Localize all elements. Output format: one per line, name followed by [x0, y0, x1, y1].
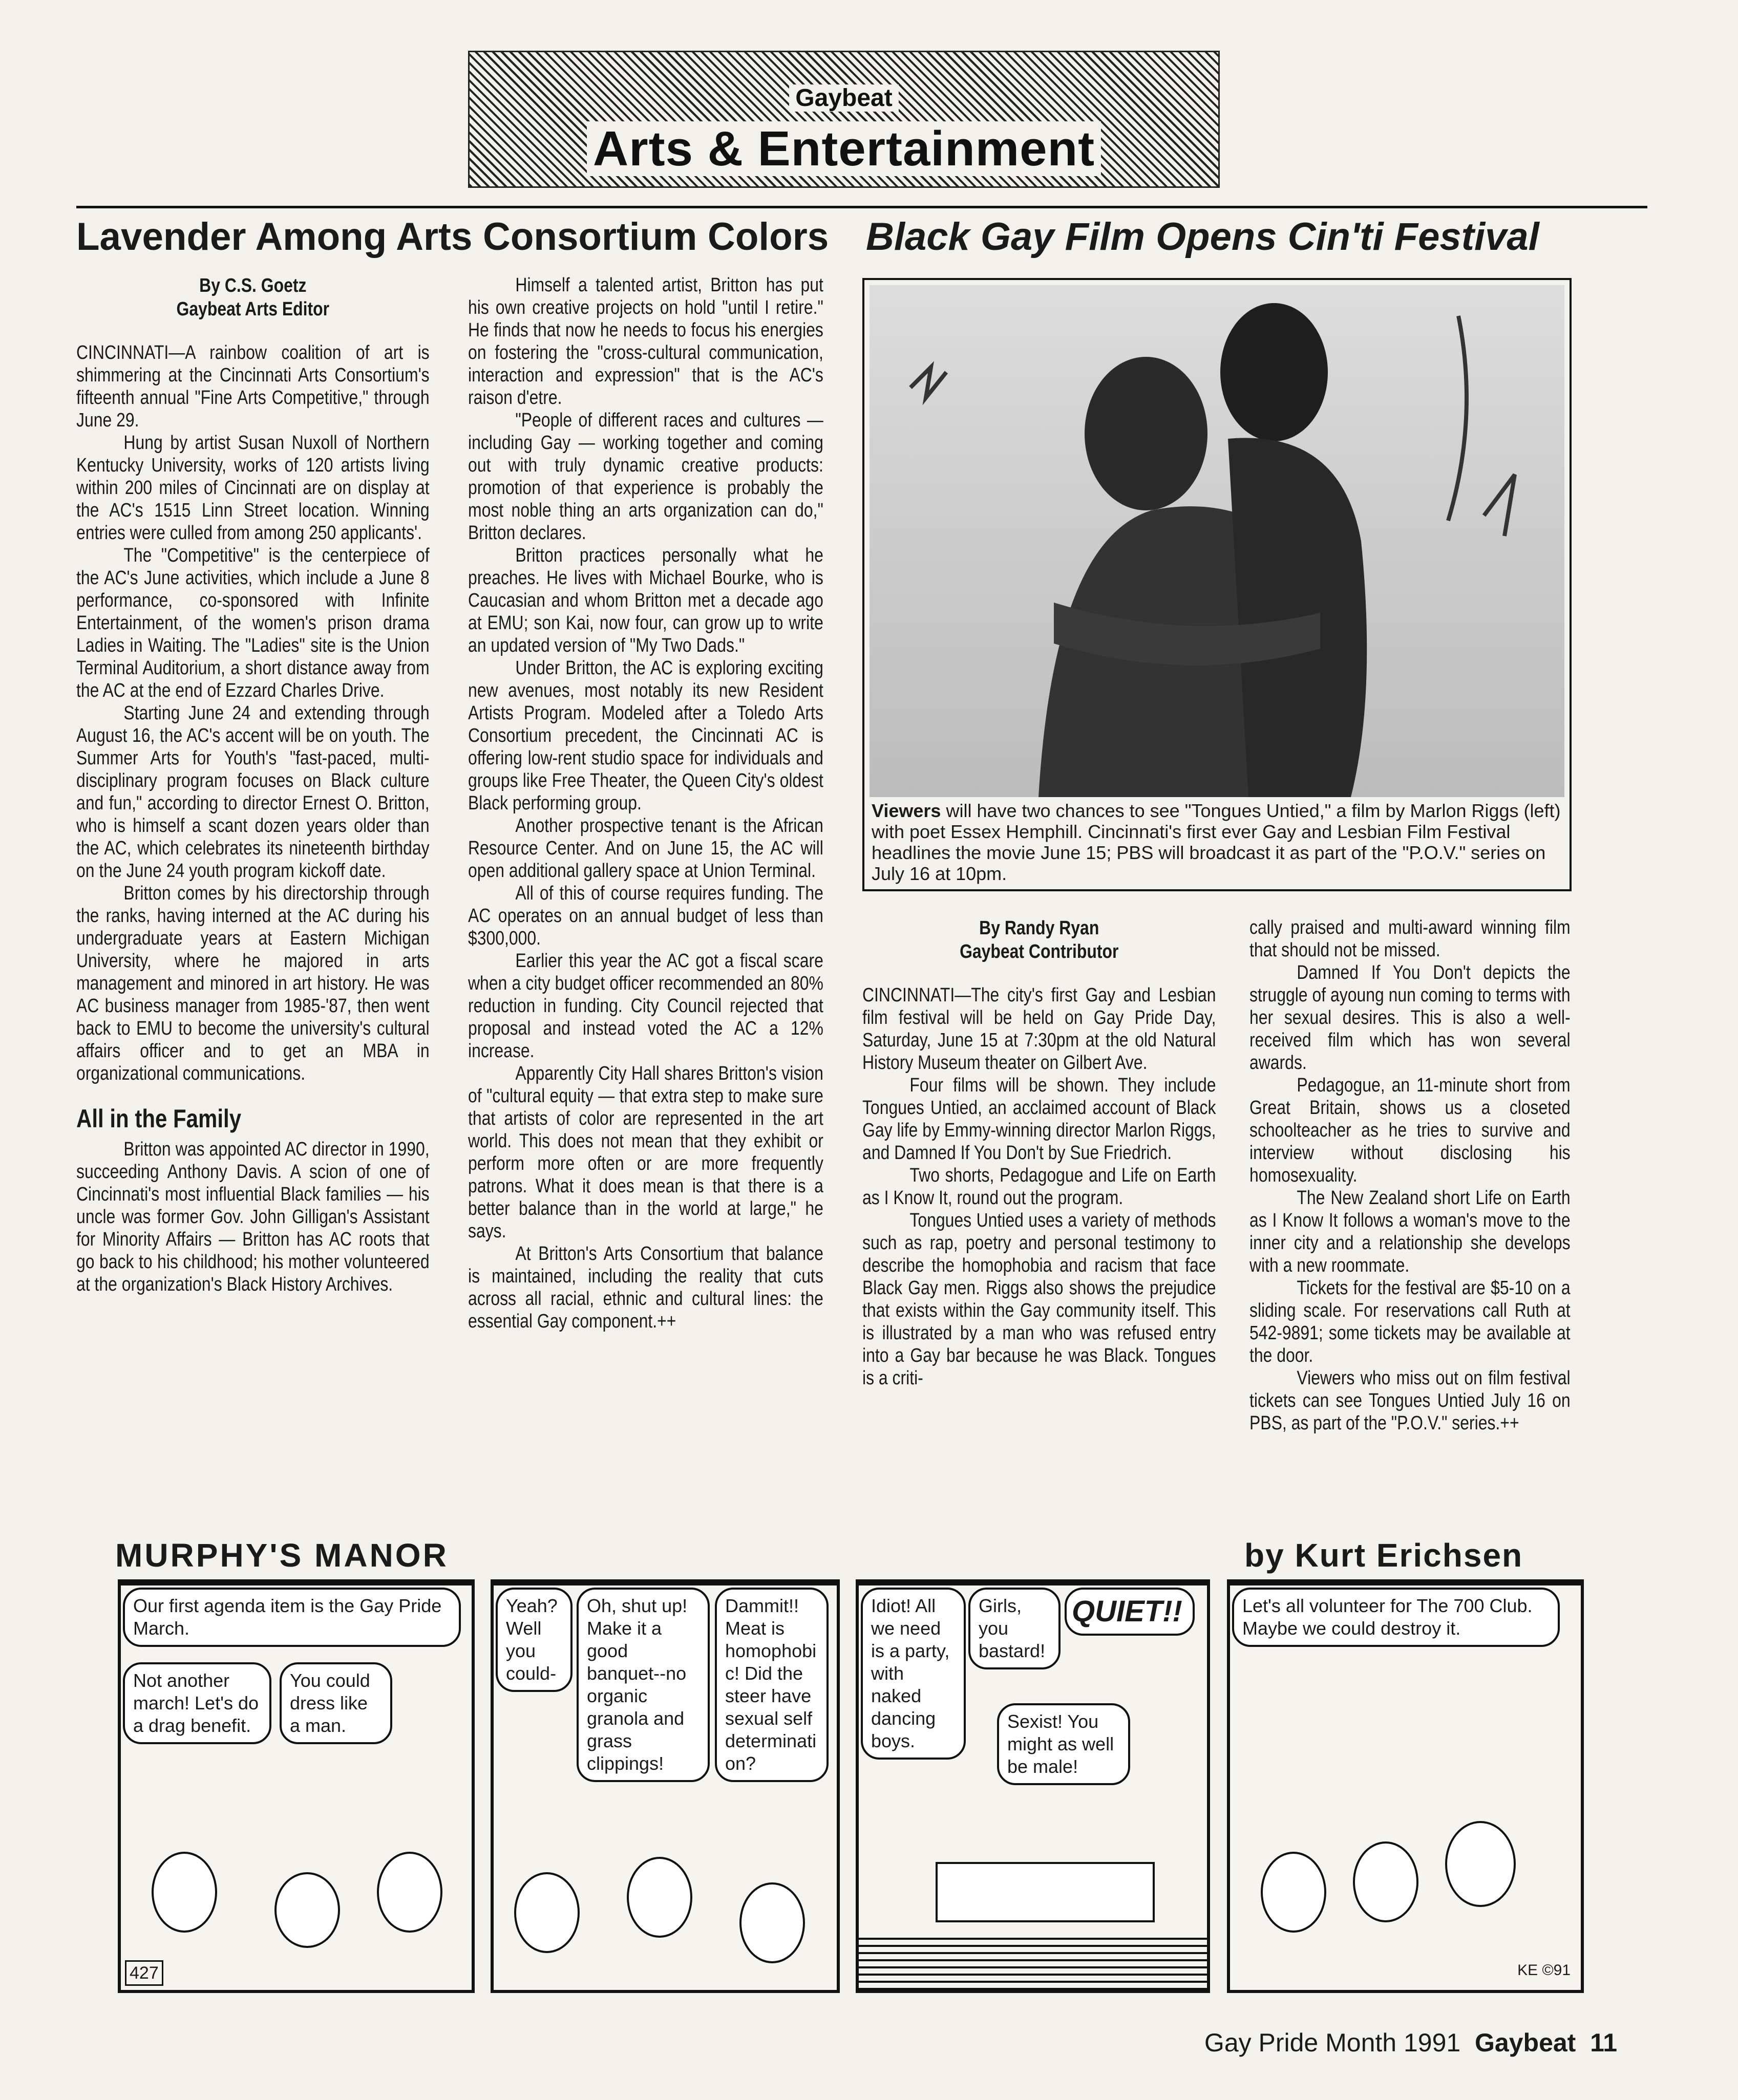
character-head: [377, 1852, 442, 1933]
left-article-col1: [76, 274, 430, 1296]
byline: [76, 274, 430, 321]
character-head: [739, 1882, 805, 1963]
speech-bubble: Idiot! All we need is a party, with naked dancing boys.: [861, 1588, 966, 1760]
paragraph: Viewers who miss out on film festival tickets can see Tongues Untied July 16 on PBS, as part of the "P.O.V." series.++: [1249, 1367, 1571, 1434]
right-headline: Black Gay Film Opens Cin'ti Festival: [866, 215, 1539, 259]
floor-hatching: [859, 1934, 1207, 1990]
subhead: All in the Family: [76, 1104, 242, 1133]
character-head: [274, 1872, 340, 1948]
paragraph: Starting June 24 and extending through August 16, the AC's accent will be on youth. The Summer Arts for Youth's "fast-paced, multi-disciplinary program focuses on Black culture and fun," according to director Ernest O. Britton, who is himself a scant dozen years older than the AC, which celebrates its nineteenth birthday on the June 24 youth program kickoff date.: [76, 702, 430, 882]
speech-bubble: Girls, you bastard!: [968, 1588, 1061, 1669]
speech-bubble: Oh, shut up! Make it a good banquet--no organic granola and grass clippings!: [577, 1588, 710, 1782]
speech-bubble: Sexist! You might as well be male!: [997, 1703, 1130, 1785]
byline-title: Gaybeat Arts Editor: [176, 298, 330, 320]
speech-bubble: Yeah? Well you could-: [496, 1588, 573, 1692]
paragraph: Apparently City Hall shares Britton's vision of "cultural equity — that extra step to make sure that artists of color are represented in the art world. This does not mean that they exhibit or perform more often or are more frequently patrons. What it does mean is that there is a better balance than in the world at large," he says.: [468, 1063, 823, 1242]
character-head: [514, 1872, 580, 1953]
comic-panel-4: [1227, 1579, 1584, 1993]
paragraph: The New Zealand short Life on Earth as I Know It follows a woman's move to the inner city and a relationship she develops with a new roommate.: [1249, 1187, 1571, 1276]
right-article-col4: [1249, 916, 1571, 1434]
paragraph: Britton practices personally what he preaches. He lives with Michael Bourke, who is Caucasian and whom Britton met a decade ago at EMU; son Kai, now four, can grow up to write an updated version of "My Two Dads.": [468, 545, 823, 656]
paragraph: Under Britton, the AC is exploring exciting new avenues, most notably its new Resident Artists Program. Modeled after a Toledo Arts Consortium precedent, the Cincinnati AC is offering low-rent studio space for individuals and groups like Free Theater, the Queen City's oldest Black performing group.: [468, 657, 823, 814]
speech-bubble: Our first agenda item is the Gay Pride March.: [123, 1588, 461, 1647]
paragraph: Four films will be shown. They include Tongues Untied, an acclaimed account of Black Gay life by Emmy-winning director Marlon Riggs, and Damned If You Don't by Sue Friedrich.: [862, 1075, 1216, 1164]
paragraph: Two shorts, Pedagogue and Life on Earth as I Know It, round out the program.: [862, 1165, 1216, 1209]
byline-name: By C.S. Goetz: [199, 275, 307, 296]
paragraph: All of this of course requires funding. The AC operates on an annual budget of less than $300,000.: [468, 883, 823, 949]
paragraph: cally praised and multi-award winning film that should not be missed.: [1249, 917, 1571, 961]
meeting-table: [936, 1862, 1155, 1922]
footer-page-number: 11: [1590, 2028, 1617, 2057]
banner-kicker: Gaybeat: [789, 84, 898, 112]
paragraph: Another prospective tenant is the African Resource Center. And on June 15, the AC will open additional gallery space at Union Terminal.: [468, 815, 823, 882]
paragraph: Tickets for the festival are $5-10 on a sliding scale. For reservations call Ruth at 542-9891; some tickets may be available at the door.: [1249, 1277, 1571, 1366]
caption-lead: Viewers: [872, 800, 941, 821]
left-headline: Lavender Among Arts Consortium Colors: [76, 215, 829, 259]
comic-panel-3: [856, 1579, 1210, 1993]
comic-author: by Kurt Erichsen: [1244, 1537, 1523, 1574]
col3-body: [862, 984, 1216, 1389]
paragraph: CINCINNATI—The city's first Gay and Lesbian film festival will be held on Gay Pride Day, Saturday, June 15 at 7:30pm at the old Natural History Museum theater on Gilbert Ave.: [862, 984, 1216, 1074]
byline-name: By Randy Ryan: [979, 917, 1099, 939]
speech-bubble: Not another march! Let's do a drag benefit.: [123, 1662, 271, 1744]
page-footer: [1204, 2027, 1617, 2058]
paragraph: Damned If You Don't depicts the struggle of ayoung nun coming to terms with her sexual desires. This is also a well-received film which has won several awards.: [1249, 962, 1571, 1074]
caption-text: will have two chances to see "Tongues Untied," a film by Marlon Riggs (left) with poet Essex Hemphill. Cincinnati's first ever Gay and Lesbian Film Festival headlines the movie June 15; PBS will broadcast it as part of the "P.O.V." series on July 16 at 10pm.: [872, 800, 1561, 884]
speech-bubble: Let's all volunteer for The 700 Club. Maybe we could destroy it.: [1232, 1588, 1560, 1647]
paragraph: At Britton's Arts Consortium that balance is maintained, including the reality that cuts across all racial, ethnic and cultural lines: the essential Gay component.++: [468, 1243, 823, 1332]
paragraph: Britton was appointed AC director in 1990, succeeding Anthony Davis. A scion of one of Cincinnati's most influential Black families — his uncle was former Gov. John Gilligan's Assistant for Minority Affairs — Britton has AC roots that go back to his childhood; his mother volunteered at the organization's Black History Archives.: [76, 1139, 430, 1295]
header-rule: [76, 206, 1647, 208]
character-head: [152, 1852, 217, 1933]
footer-publication: Gaybeat: [1475, 2028, 1576, 2057]
character-head: [627, 1857, 692, 1938]
byline-title: Gaybeat Contributor: [960, 941, 1119, 962]
paragraph: Hung by artist Susan Nuxoll of Northern Kentucky University, works of 120 artists living within 200 miles of Cincinnati are on display at the AC's 1515 Linn Street location. Winning entries were culled from among 250 applicants'.: [76, 432, 430, 544]
artist-signature: KE ©91: [1517, 1962, 1571, 1979]
col1-body: [76, 341, 430, 1085]
paragraph: Pedagogue, an 11-minute short from Great Britain, shows us a closeted schoolteacher as he tries to survive and interview without disclosing his homosexuality.: [1249, 1075, 1571, 1186]
col4-body: [1249, 916, 1571, 1434]
paragraph: Earlier this year the AC got a fiscal scare when a city budget officer recommended an 80% reduction in funding. City Council rejected that proposal and instead voted the AC a 12% increase.: [468, 950, 823, 1062]
speech-bubble-shout: QUIET!!: [1065, 1588, 1195, 1636]
comic-panel-1: [118, 1579, 475, 1993]
photo-illustration: [870, 285, 1560, 797]
byline: [862, 916, 1216, 963]
character-head: [1445, 1821, 1516, 1907]
paragraph: "People of different races and cultures — including Gay — working together and coming out with truly dynamic creative products: promotion of that experience is probably the most noble thing an arts organization can do," Britton declares.: [468, 410, 823, 544]
paragraph: Tongues Untied uses a variety of methods such as rap, poetry and personal testimony to describe the homophobia and racism that face Black Gay men. Riggs also shows the prejudice that exists within the Gay community itself. This is illustrated by a man who was refused entry into a Gay bar because he was Black. Tongues is a criti-: [862, 1210, 1216, 1389]
speech-bubble: Dammit!! Meat is homophobic! Did the steer have sexual self determination?: [715, 1588, 829, 1782]
photo-caption: [872, 800, 1562, 884]
paragraph: Himself a talented artist, Britton has put his own creative projects on hold "until I retire." He finds that now he needs to focus his energies on fostering the "cross-cultural communication, interaction and expression" that is the AC's raison d'etre.: [468, 274, 823, 409]
banner-section: Arts & Entertainment: [587, 121, 1101, 176]
col1-body-after: [76, 1138, 430, 1296]
section-banner: [468, 51, 1220, 188]
col2-body: [468, 274, 823, 1333]
paragraph: CINCINNATI—A rainbow coalition of art is shimmering at the Cincinnati Arts Consortium's fifteenth annual "Fine Arts Competitive," through June 29.: [76, 342, 430, 431]
photo-box: [862, 278, 1572, 891]
strip-number: 427: [125, 1960, 163, 1986]
comic-title: MURPHY'S MANOR: [115, 1537, 449, 1574]
character-head: [1353, 1841, 1418, 1922]
paragraph: The "Competitive" is the centerpiece of the AC's June activities, which include a June 8 performance, co-sponsored with Infinite Entertainment, of the women's prison drama Ladies in Waiting. The "Ladies" site is the Union Terminal Auditorium, a short distance away from the AC at the end of Ezzard Charles Drive.: [76, 545, 430, 701]
film-still-photo: [870, 285, 1564, 797]
left-article-col2: [468, 274, 823, 1333]
paragraph: Britton comes by his directorship through the ranks, having interned at the AC during his undergraduate years at Eastern Michigan University, where he majored in arts management and minored in art history. He was AC business manager from 1985-'87, then went back to EMU to become the university's cultural affairs officer and to get an MBA in organizational communications.: [76, 883, 430, 1084]
character-head: [1261, 1852, 1326, 1933]
right-article-col3: [862, 916, 1216, 1389]
speech-bubble: You could dress like a man.: [280, 1662, 392, 1744]
footer-issue: Gay Pride Month 1991: [1204, 2028, 1461, 2057]
comic-panel-2: [491, 1579, 840, 1993]
